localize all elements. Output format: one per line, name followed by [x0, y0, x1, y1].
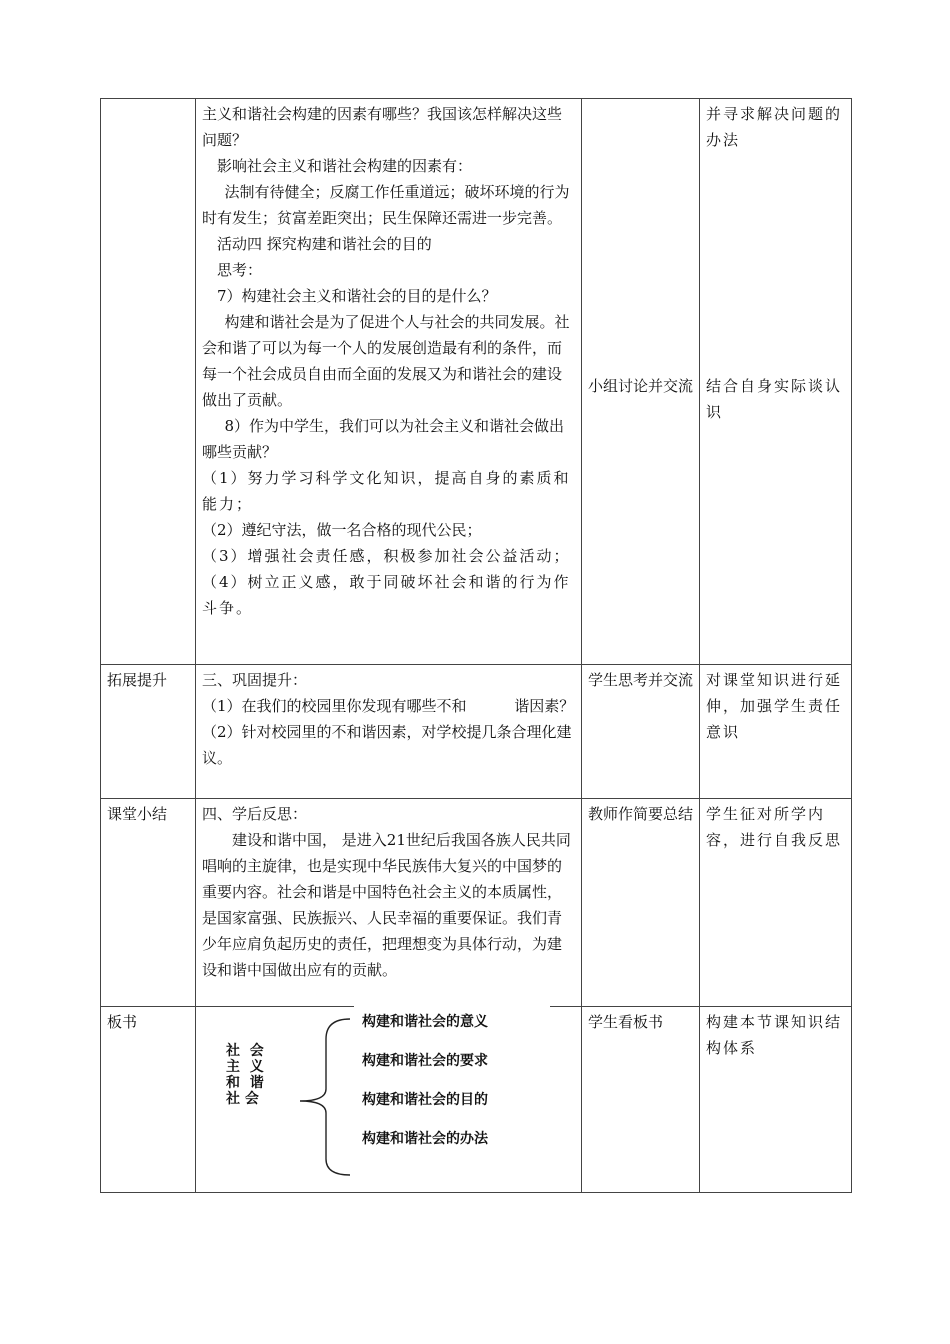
- activity-content: [196, 665, 582, 799]
- activity-heading: 活动四 探究构建和谐社会的目的: [217, 235, 432, 253]
- list-item: （4）树立正义感，敢于同破坏社会和谐的行为作斗争。: [202, 573, 571, 617]
- list-item: （1）在我们的校园里你发现有哪些不和 谐因素？: [202, 697, 575, 715]
- list-item: （2）针对校园里的不和谐因素，对学校提几条合理化建议。: [202, 723, 572, 767]
- lesson-plan-table: [100, 98, 852, 1193]
- row-label: [101, 99, 196, 665]
- activity-content: [196, 99, 582, 665]
- design-intent: 构建本节课知识结构体系: [700, 1007, 852, 1193]
- board-item: 构建和谐社会的办法: [362, 1131, 488, 1147]
- board-diagram: [196, 1007, 581, 1187]
- text-line: 构建和谐社会是为了促进个人与社会的共同发展。社会和谐了可以为每一个人的发展创造最有利的条件，而每一个社会成员自由而全面的发展又为和谐社会的建设做出了贡献。: [202, 313, 570, 409]
- list-item: （2）遵纪守法，做一名合格的现代公民；: [202, 521, 482, 539]
- student-activity: [582, 99, 700, 665]
- student-activity-text: 小组讨论并交流: [588, 377, 694, 395]
- student-activity: 教师作简要总结: [582, 799, 700, 1007]
- board-item: 构建和谐社会的要求: [362, 1053, 488, 1069]
- row-label: 板书: [101, 1007, 196, 1193]
- question: 8）作为中学生，我们可以为社会主义和谐社会做出哪些贡献？: [202, 417, 565, 461]
- list-item: （1）努力学习科学文化知识，提高自身的素质和能力；: [202, 469, 571, 513]
- student-activity: 学生思考并交流: [582, 665, 700, 799]
- design-intent-text: 结合自身实际谈认识: [706, 377, 843, 421]
- board-vertical-title: [226, 1043, 264, 1107]
- student-activity: 学生看板书: [582, 1007, 700, 1193]
- row-label: 课堂小结: [101, 799, 196, 1007]
- design-intent: [700, 99, 852, 665]
- list-item: （3）增强社会责任感，积极参加社会公益活动；: [202, 547, 571, 565]
- text-line: 四、学后反思：: [202, 805, 308, 823]
- question: 7）构建社会主义和谐社会的目的是什么？: [217, 287, 497, 305]
- text-line: 思考：: [217, 261, 263, 279]
- vertical-line: 社 会: [226, 1043, 264, 1059]
- vertical-line: 和 谐: [226, 1075, 264, 1091]
- text-line: 主义和谐社会构建的因素有哪些？我国该怎样解决这些问题？: [202, 105, 563, 149]
- board-item: 构建和谐社会的意义: [362, 1014, 488, 1030]
- table-row: [101, 799, 852, 1007]
- activity-content: [196, 799, 582, 1007]
- text-line: 法制有待健全；反腐工作任重道远；破坏环境的行为时有发生；贫富差距突出；民生保障还需进一步完善。: [202, 183, 570, 227]
- board-items: [362, 1009, 488, 1165]
- design-intent: 对课堂知识进行延伸，加强学生责任意识: [700, 665, 852, 799]
- brace-icon: [292, 1013, 356, 1179]
- border-gap: [354, 1005, 550, 1008]
- text-line: 建设和谐中国， 是进入21世纪后我国各族人民共同唱响的主旋律，也是实现中华民族伟大复兴的中国梦的重要内容。社会和谐是中国特色社会主义的本质属性，是国家富强、民族振兴、人民幸福的重要保证。我们青少年应肩负起历史的责任，把理想变为具体行动，为建设和谐中国做出应有的贡献。: [202, 831, 571, 979]
- board-item: 构建和谐社会的目的: [362, 1092, 488, 1108]
- blackboard-design: [196, 1007, 582, 1193]
- text-line: 影响社会主义和谐社会构建的因素有：: [217, 157, 473, 175]
- table-row: [101, 1007, 852, 1193]
- table-row: [101, 665, 852, 799]
- design-intent: 学生征对所学内容，进行自我反思: [700, 799, 852, 1007]
- text-line: 三、巩固提升：: [202, 671, 308, 689]
- table-row: [101, 99, 852, 665]
- vertical-line: 社 会: [226, 1091, 259, 1107]
- vertical-line: 主 义: [226, 1059, 264, 1075]
- design-intent-top: 并寻求解决问题的办法: [706, 105, 843, 149]
- row-label: 拓展提升: [101, 665, 196, 799]
